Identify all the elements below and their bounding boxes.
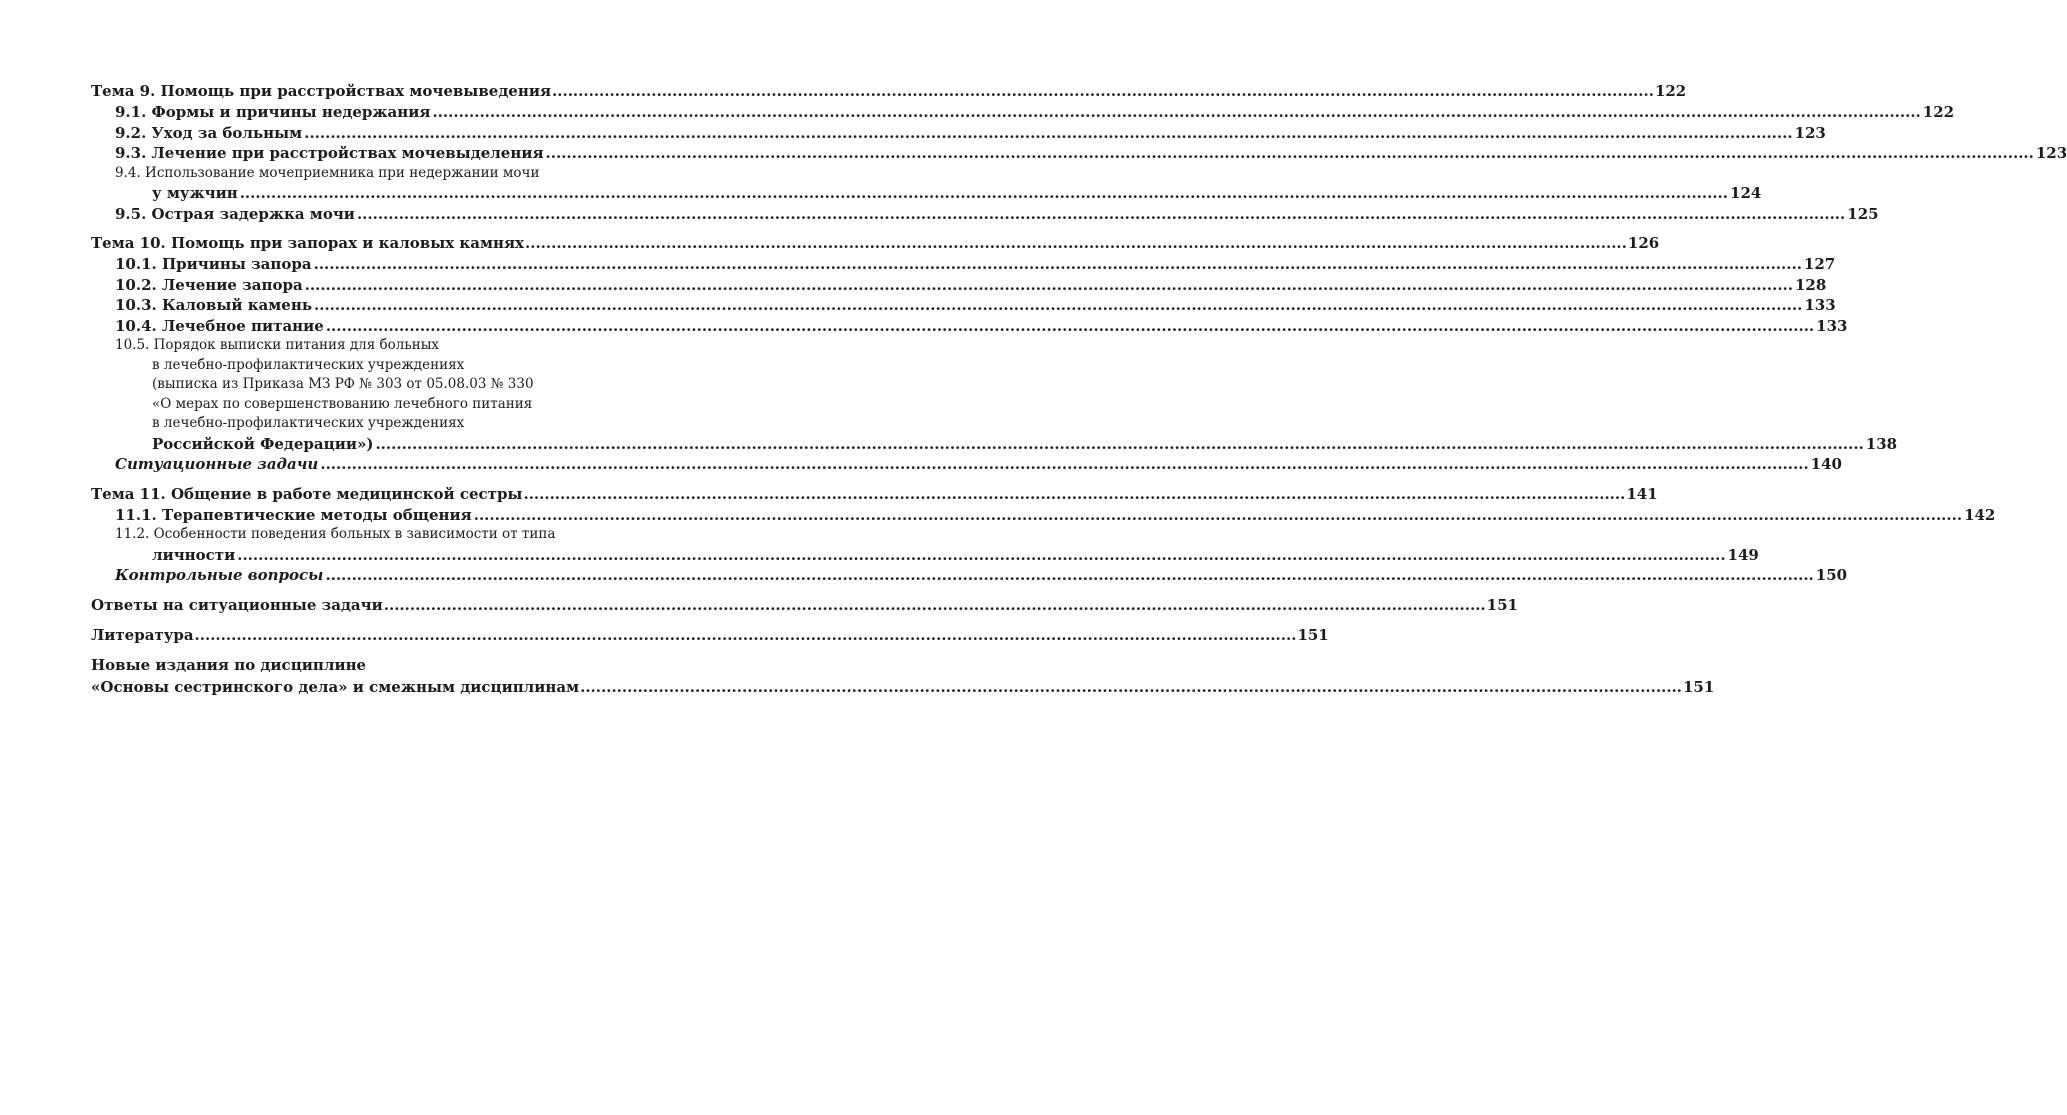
toc-entry[interactable] xyxy=(115,454,1842,475)
toc-entry[interactable] xyxy=(115,336,1898,454)
chapter-entries xyxy=(91,102,2067,224)
toc-section xyxy=(91,594,1518,616)
dot-leader xyxy=(314,295,1802,316)
table-of-contents xyxy=(91,80,2067,698)
dot-leader xyxy=(384,594,1486,616)
section-title: Литература xyxy=(91,625,194,644)
entry-title: 10.3. Каловый камень xyxy=(115,296,313,314)
section-heading[interactable] xyxy=(91,594,1518,616)
page-number: 151 xyxy=(1486,595,1518,614)
toc-entry[interactable] xyxy=(115,164,1762,204)
page-number: 127 xyxy=(1803,255,1836,273)
page-number: 122 xyxy=(1654,82,1687,100)
page-number: 133 xyxy=(1816,316,1848,335)
entry-title: личности xyxy=(152,545,236,564)
toc-chapter xyxy=(91,80,2067,224)
entry-title: Контрольные вопросы xyxy=(115,566,324,584)
chapter-title: Тема 9. Помощь при расстройствах мочевыведения xyxy=(91,82,552,100)
page-number: 133 xyxy=(1804,296,1836,314)
chapter-entries xyxy=(91,505,1996,586)
dot-leader xyxy=(580,676,1682,698)
dot-leader xyxy=(552,80,1654,102)
section-heading[interactable] xyxy=(91,624,1329,646)
entry-title: 9.2. Уход за больным xyxy=(115,123,303,142)
entry-title-line: в лечебно-профилактических учреждениях xyxy=(152,356,465,373)
page-number: 123 xyxy=(2035,144,2067,162)
toc-section xyxy=(91,624,1329,646)
entry-title: 9.1. Формы и причины недержания xyxy=(115,103,431,121)
toc-entry[interactable] xyxy=(115,254,1836,275)
dot-leader xyxy=(474,505,1962,526)
chapter-entries xyxy=(91,254,1898,475)
dot-leader xyxy=(195,624,1297,646)
page-number: 151 xyxy=(1297,625,1329,644)
toc-entry[interactable] xyxy=(115,565,1848,586)
entry-title: 11.1. Терапевтические методы общения xyxy=(115,505,472,524)
chapter-heading[interactable] xyxy=(91,80,1687,102)
dot-leader xyxy=(326,316,1814,337)
page-number: 142 xyxy=(1964,505,1996,524)
chapter-heading[interactable] xyxy=(91,232,1660,254)
dot-leader xyxy=(357,204,1845,225)
dot-leader xyxy=(314,254,1802,275)
dot-leader xyxy=(325,565,1813,586)
section-heading[interactable] xyxy=(91,676,1715,698)
toc-entry[interactable] xyxy=(115,123,1826,144)
entry-title: у мужчин xyxy=(152,184,238,202)
toc-entry[interactable] xyxy=(115,295,1836,316)
dot-leader xyxy=(375,434,1863,455)
page-number: 126 xyxy=(1627,234,1660,252)
toc-entry[interactable] xyxy=(115,275,1827,296)
dot-leader xyxy=(432,102,1920,123)
entry-title: 10.1. Причины запора xyxy=(115,255,312,273)
section-heading-line[interactable] xyxy=(91,654,635,676)
page-number: 123 xyxy=(1794,123,1826,142)
toc-entry[interactable] xyxy=(115,102,1955,123)
page-number: 138 xyxy=(1865,434,1898,453)
toc-chapter xyxy=(91,232,1898,475)
page-number: 140 xyxy=(1810,455,1842,473)
entry-title: 10.2. Лечение запора xyxy=(115,275,303,294)
toc-entry[interactable] xyxy=(115,525,1759,565)
page-number: 149 xyxy=(1727,545,1759,564)
toc-entry[interactable] xyxy=(115,505,1996,526)
dot-leader xyxy=(237,545,1725,566)
page-number: 125 xyxy=(1847,204,1879,223)
dot-leader xyxy=(240,183,1728,204)
dot-leader xyxy=(525,232,1627,254)
section-title: Ответы на ситуационные задачи xyxy=(91,595,383,614)
chapter-title: Тема 10. Помощь при запорах и каловых камнях xyxy=(91,234,524,252)
entry-title-line: 11.2. Особенности поведения больных в зависимости от типа xyxy=(115,526,556,542)
entry-title: Российской Федерации») xyxy=(152,434,374,453)
toc-entry[interactable] xyxy=(115,143,2067,164)
page-number: 151 xyxy=(1683,677,1715,696)
entry-title-line: «О мерах по совершенствованию лечебного питания xyxy=(152,395,533,412)
page-number: 122 xyxy=(1922,103,1955,121)
entry-title: 9.5. Острая задержка мочи xyxy=(115,204,355,223)
dot-leader xyxy=(523,483,1625,505)
section-title: «Основы сестринского дела» и смежным дисциплинам xyxy=(91,677,580,696)
entry-title: 9.3. Лечение при расстройствах мочевыделения xyxy=(115,144,544,162)
dot-leader xyxy=(304,123,1792,144)
dot-leader xyxy=(546,143,2034,164)
page-number: 141 xyxy=(1626,484,1658,503)
toc-entry[interactable] xyxy=(115,316,1848,337)
entry-title: 10.4. Лечебное питание xyxy=(115,316,324,335)
page-number: 150 xyxy=(1815,566,1848,584)
entry-title-line: 9.4. Использование мочеприемника при недержании мочи xyxy=(115,164,540,181)
chapter-heading[interactable] xyxy=(91,483,1658,505)
entry-title: Ситуационные задачи xyxy=(115,455,319,473)
page-number: 124 xyxy=(1730,184,1762,202)
toc-chapter xyxy=(91,483,1996,586)
entry-title-line: в лечебно-профилактических учреждениях xyxy=(152,415,465,431)
toc-entry[interactable] xyxy=(115,204,1879,225)
chapter-title: Тема 11. Общение в работе медицинской сестры xyxy=(91,484,523,503)
entry-title-line: (выписка из Приказа МЗ РФ № 303 от 05.08.03 № 330 xyxy=(152,376,534,392)
section-title-line: Новые издания по дисциплине xyxy=(91,655,367,674)
page-number: 128 xyxy=(1795,275,1827,294)
dot-leader xyxy=(320,454,1808,475)
dot-leader xyxy=(305,275,1793,296)
toc-section xyxy=(91,654,1715,698)
entry-title-line: 10.5. Порядок выписки питания для больных xyxy=(115,337,440,353)
